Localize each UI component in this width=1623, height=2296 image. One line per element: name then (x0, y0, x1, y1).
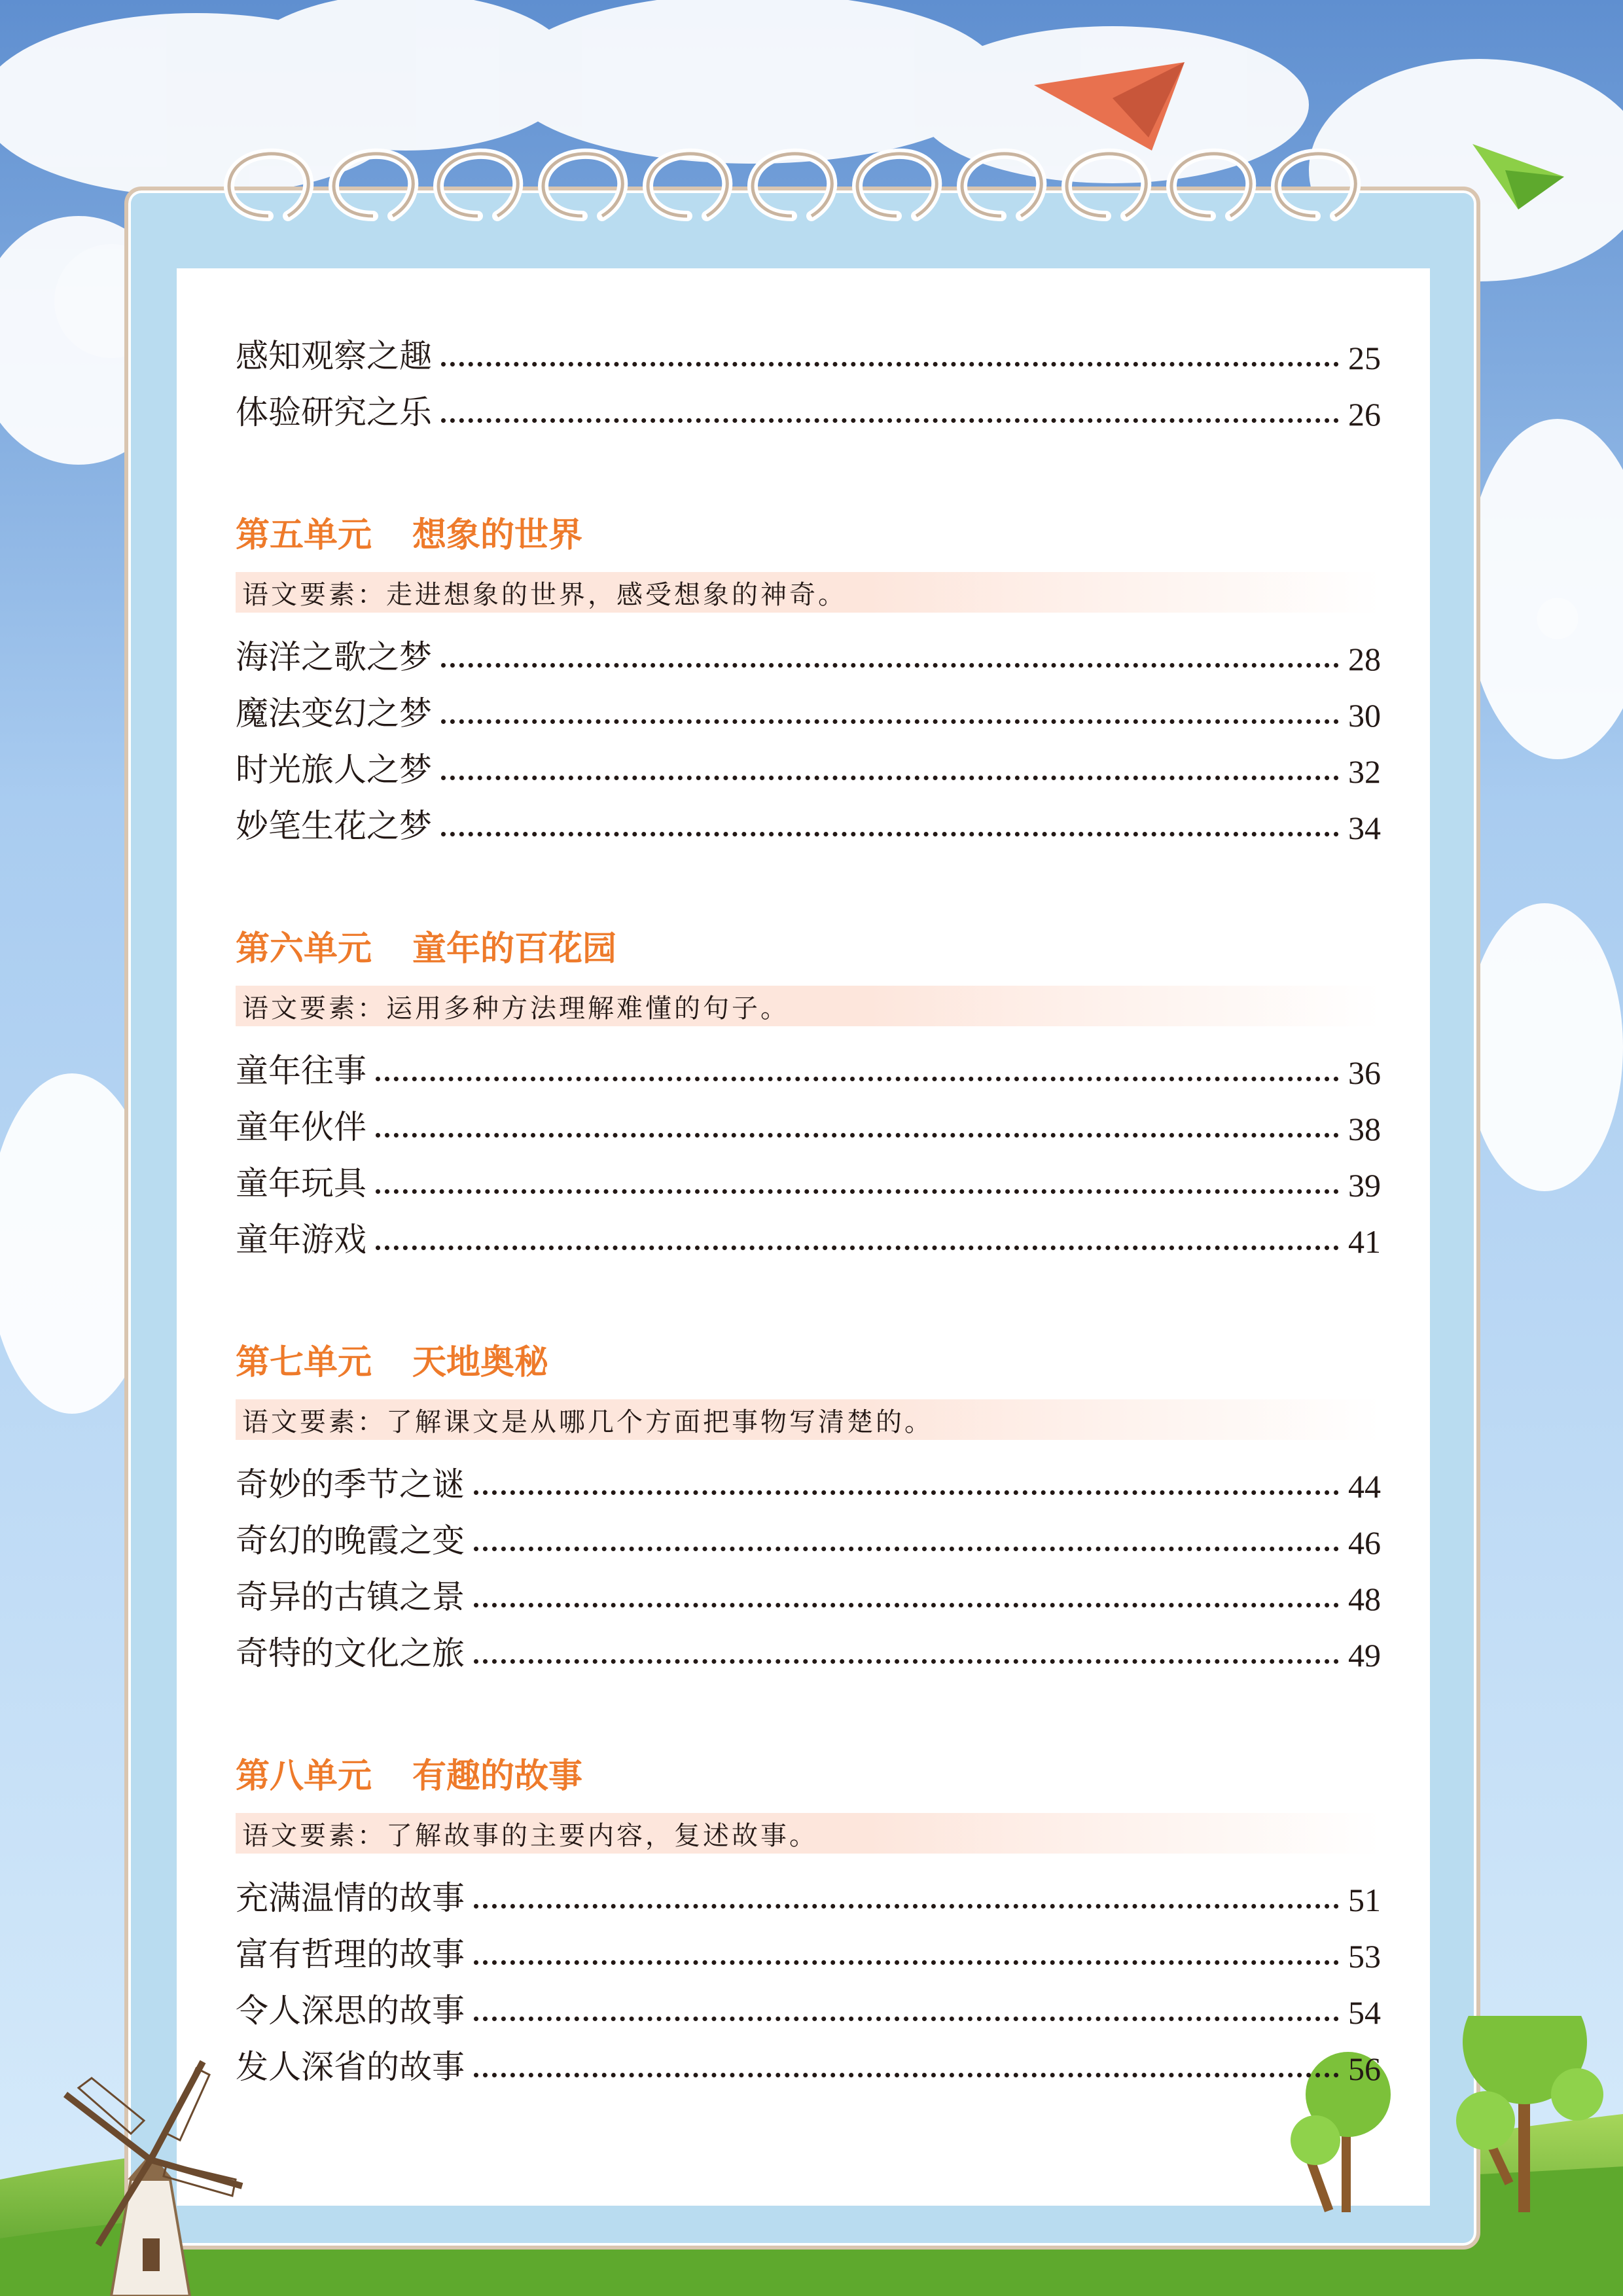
leader-dots (474, 2017, 1339, 2021)
toc-entry[interactable] (236, 1092, 1381, 1148)
toc-entry-title: 童年往事 (236, 1052, 366, 1090)
learning-element-band: 语文要素：走进想象的世界，感受想象的神奇。 (236, 572, 1381, 613)
toc-entry[interactable] (236, 377, 1381, 433)
toc-entry[interactable] (236, 1975, 1381, 2032)
toc-entry-page: 32 (1348, 753, 1381, 790)
leader-dots (441, 418, 1339, 423)
leader-dots (376, 1246, 1339, 1250)
toc-entry-page: 54 (1348, 1994, 1381, 2031)
toc-entry-page: 56 (1348, 2051, 1381, 2087)
toc-entry[interactable] (236, 678, 1381, 734)
toc-entry-page: 46 (1348, 1524, 1381, 1561)
toc-entry-title: 发人深省的故事 (236, 2048, 465, 2086)
toc-entry[interactable] (236, 1148, 1381, 1204)
toc-entry-page: 41 (1348, 1223, 1381, 1260)
toc-entry[interactable] (236, 1562, 1381, 1618)
toc-entry[interactable] (236, 1204, 1381, 1261)
learning-element-band: 语文要素：了解课文是从哪几个方面把事物写清楚的。 (236, 1399, 1381, 1440)
toc-entry[interactable] (236, 1919, 1381, 1975)
unit-name: 天地奥秘 (412, 1342, 549, 1382)
learning-element-band: 语文要素：了解故事的主要内容，复述故事。 (236, 1813, 1381, 1854)
windmill-icon (65, 2062, 242, 2296)
toc-entry-page: 53 (1348, 1938, 1381, 1975)
unit-section (236, 1333, 1381, 1674)
toc-entry-page: 39 (1348, 1167, 1381, 1204)
leader-dots (474, 1490, 1339, 1495)
unit-number: 第五单元 (236, 514, 372, 555)
leader-dots (474, 1904, 1339, 1909)
toc-entry[interactable] (236, 1618, 1381, 1674)
toc-entry-title: 奇幻的晚霞之变 (236, 1522, 465, 1560)
paper-plane-icon (1034, 62, 1185, 151)
toc-entry-page: 28 (1348, 641, 1381, 677)
toc-entry-page: 25 (1348, 340, 1381, 376)
spiral-binding (0, 0, 1623, 301)
toc-entry[interactable] (236, 622, 1381, 678)
tree-icon (1456, 2016, 1603, 2212)
unit-section (236, 1746, 1381, 2088)
leader-dots (441, 832, 1339, 836)
toc-entry-page: 48 (1348, 1581, 1381, 1617)
unit-section (236, 919, 1381, 1261)
leader-dots (474, 1547, 1339, 1551)
table-of-contents (236, 321, 1381, 2088)
toc-entry-title: 童年游戏 (236, 1221, 366, 1259)
toc-entry-title: 充满温情的故事 (236, 1879, 465, 1917)
unit-number: 第六单元 (236, 928, 372, 969)
toc-entry-page: 49 (1348, 1637, 1381, 1674)
leader-dots (474, 2073, 1339, 2077)
toc-entry-title: 童年玩具 (236, 1164, 366, 1202)
toc-entry-page: 26 (1348, 396, 1381, 433)
toc-entry[interactable] (236, 2032, 1381, 2088)
toc-entry-page: 44 (1348, 1468, 1381, 1505)
toc-entry-title: 时光旅人之梦 (236, 751, 432, 789)
unit-heading[interactable] (236, 1746, 1381, 1799)
toc-entry-title: 富有哲理的故事 (236, 1935, 465, 1973)
leader-dots (474, 1960, 1339, 1965)
unit-number: 第八单元 (236, 1755, 372, 1796)
unit-number: 第七单元 (236, 1342, 372, 1382)
toc-entry-page: 36 (1348, 1054, 1381, 1091)
toc-entry-title: 魔法变幻之梦 (236, 694, 432, 732)
bubble-icon (1538, 599, 1577, 638)
learning-element-band: 语文要素：运用多种方法理解难懂的句子。 (236, 986, 1381, 1026)
unit-name: 童年的百花园 (412, 928, 617, 969)
toc-entry-page: 38 (1348, 1111, 1381, 1147)
toc-entry-title: 感知观察之趣 (236, 337, 432, 375)
toc-entry-page: 51 (1348, 1882, 1381, 1918)
toc-entry-title: 妙笔生花之梦 (236, 807, 432, 845)
unit-name: 想象的世界 (412, 514, 583, 555)
leader-dots (441, 362, 1339, 367)
toc-entry[interactable] (236, 321, 1381, 377)
leader-dots (441, 663, 1339, 668)
toc-entry[interactable] (236, 1505, 1381, 1562)
toc-entry[interactable] (236, 1449, 1381, 1505)
toc-entry-title: 奇特的文化之旅 (236, 1634, 465, 1672)
leader-dots (376, 1077, 1339, 1081)
unit-heading[interactable] (236, 1333, 1381, 1385)
toc-entry-title: 体验研究之乐 (236, 393, 432, 431)
toc-entry-page: 30 (1348, 697, 1381, 734)
leader-dots (376, 1189, 1339, 1194)
toc-entry-title: 奇妙的季节之谜 (236, 1465, 465, 1503)
toc-entry-page: 34 (1348, 810, 1381, 846)
leader-dots (474, 1603, 1339, 1607)
paper-plane-icon (1472, 144, 1564, 209)
leader-dots (441, 776, 1339, 780)
toc-entry[interactable] (236, 734, 1381, 791)
toc-entry[interactable] (236, 791, 1381, 847)
toc-entry-title: 童年伙伴 (236, 1108, 366, 1146)
unit-name: 有趣的故事 (412, 1755, 583, 1796)
leader-dots (376, 1133, 1339, 1138)
toc-entry-title: 令人深思的故事 (236, 1992, 465, 2030)
toc-entry[interactable] (236, 1035, 1381, 1092)
unit-heading[interactable] (236, 505, 1381, 558)
toc-entry-title: 奇异的古镇之景 (236, 1578, 465, 1616)
unit-heading[interactable] (236, 919, 1381, 971)
unit-section (236, 505, 1381, 847)
leader-dots (441, 719, 1339, 724)
toc-entry[interactable] (236, 1863, 1381, 1919)
toc-entry-title: 海洋之歌之梦 (236, 638, 432, 676)
leader-dots (474, 1659, 1339, 1664)
